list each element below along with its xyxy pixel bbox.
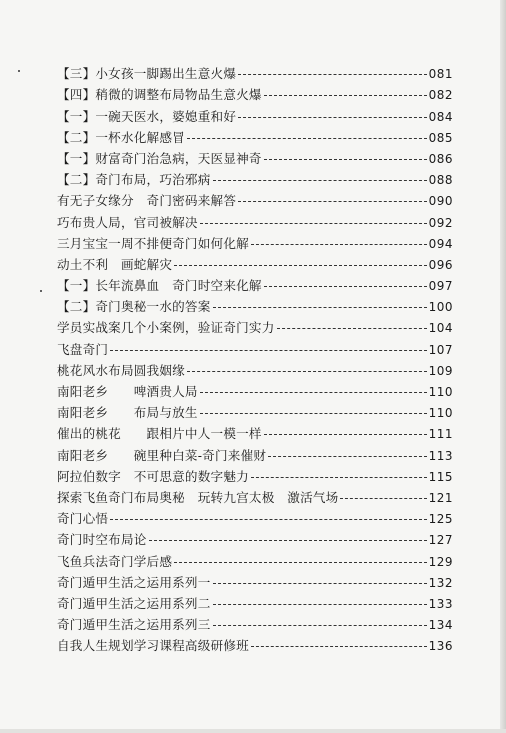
toc-leader [277, 328, 427, 329]
toc-page-number: 097 [428, 279, 453, 294]
toc-leader [174, 562, 426, 563]
toc-title: 飞盘奇门 [57, 341, 109, 357]
toc-title: 【四】稍微的调整布局物品生意火爆 [57, 87, 262, 103]
toc-leader [264, 434, 427, 435]
toc-page-number: 113 [428, 448, 453, 463]
toc-row [57, 420, 453, 441]
toc-title: 奇门遁甲生活之运用系列一 [57, 574, 211, 590]
toc-page-number: 136 [428, 639, 453, 654]
toc-leader [238, 201, 426, 202]
toc-row [57, 293, 453, 314]
toc-page-number: 132 [428, 575, 453, 590]
toc-title: 【一】长年流鼻血 奇门时空来化解 [57, 278, 262, 294]
toc-leader [187, 371, 427, 372]
toc-title: 【一】一碗天医水，婆媳重和好 [57, 108, 237, 124]
toc-title: 【一】财富奇门治急病，天医显神奇 [57, 150, 262, 166]
toc-page-number: 085 [428, 130, 453, 145]
toc-leader [238, 74, 426, 75]
toc-leader [200, 413, 427, 414]
toc-title: 动土不利 画蛇解灾 [57, 256, 173, 272]
toc-row [57, 81, 453, 102]
toc-page-number: 084 [428, 109, 453, 124]
toc-row [57, 399, 453, 420]
toc-leader [213, 180, 427, 181]
toc-title: 自我人生规划学习课程高级研修班 [57, 638, 249, 654]
toc-page-number: 125 [428, 512, 453, 527]
scan-edge [500, 0, 506, 733]
toc-row [57, 187, 453, 208]
toc-row [57, 166, 453, 187]
toc-title: 三月宝宝一周不排便奇门如何化解 [57, 235, 249, 251]
toc-row [57, 124, 453, 145]
toc-leader [200, 392, 427, 393]
toc-page-number: 111 [428, 427, 453, 442]
toc-leader [213, 625, 427, 626]
toc-title: 南阳老乡 布局与放生 [57, 405, 198, 421]
toc-row [57, 272, 453, 293]
toc-title: 奇门时空布局论 [57, 532, 147, 548]
toc-row [57, 208, 453, 229]
toc-row [57, 463, 453, 484]
toc-leader [187, 138, 427, 139]
toc-row [57, 357, 453, 378]
toc-page-number: 121 [428, 490, 453, 505]
toc-row [57, 251, 453, 272]
toc-row [57, 611, 453, 632]
toc-leader [251, 477, 427, 478]
toc-row [57, 314, 453, 335]
toc-page-number: 129 [428, 554, 453, 569]
toc-row [57, 632, 453, 653]
toc-title: 催出的桃花 跟相片中人一模一样 [57, 426, 262, 442]
toc-leader [251, 646, 427, 647]
toc-page-number: 088 [428, 173, 453, 188]
toc-title: 奇门心悟 [57, 511, 109, 527]
toc-row [57, 102, 453, 123]
table-of-contents [57, 60, 453, 653]
toc-page-number: 104 [428, 321, 453, 336]
toc-leader [251, 244, 427, 245]
toc-title: 奇门遁甲生活之运用系列三 [57, 617, 211, 633]
toc-title: 南阳老乡 啤酒贵人局 [57, 384, 198, 399]
toc-title: 学员实战案几个小案例，验证奇门实力 [57, 320, 275, 336]
toc-title: 南阳老乡 碗里种白菜-奇门来催财 [57, 447, 267, 463]
toc-title: 【二】一杯水化解感冒 [57, 129, 185, 145]
toc-leader [213, 604, 427, 605]
scan-speck [40, 290, 42, 292]
toc-row [57, 145, 453, 166]
toc-leader [200, 223, 427, 224]
toc-title: 有无子女缘分 奇门密码来解答 [57, 193, 237, 209]
toc-page-number: 086 [428, 151, 453, 166]
toc-page-number: 092 [428, 215, 453, 230]
toc-page-number: 081 [428, 67, 453, 82]
toc-leader [110, 519, 426, 520]
toc-page-number: 109 [428, 363, 453, 378]
toc-title: 探索飞鱼奇门布局奥秘 玩转九宫太极 激活气场 [57, 489, 339, 505]
toc-title: 桃花风水布局圆我姻缘 [57, 362, 185, 378]
toc-leader [264, 95, 427, 96]
toc-title: 奇门遁甲生活之运用系列二 [57, 595, 211, 611]
toc-row [57, 230, 453, 251]
toc-leader [110, 350, 426, 351]
toc-row [57, 590, 453, 611]
toc-page-number: 127 [428, 533, 453, 548]
toc-leader [174, 265, 426, 266]
toc-row [57, 547, 453, 568]
toc-title: 【二】奇门布局，巧治邪病 [57, 172, 211, 188]
toc-leader [213, 307, 427, 308]
scan-speck [18, 70, 20, 72]
toc-page-number: 107 [428, 342, 453, 357]
toc-page-number: 134 [428, 618, 453, 633]
toc-page-number: 096 [428, 257, 453, 272]
toc-row [57, 335, 453, 356]
toc-leader [264, 159, 427, 160]
toc-row [57, 505, 453, 526]
toc-row [57, 569, 453, 590]
toc-leader [149, 540, 427, 541]
toc-leader [238, 117, 426, 118]
toc-leader [213, 583, 427, 584]
toc-page-number: 100 [428, 300, 453, 315]
toc-row [57, 441, 453, 462]
toc-row [57, 378, 453, 399]
toc-title: 阿拉伯数字 不可思意的数字魅力 [57, 468, 249, 484]
toc-title: 飞鱼兵法奇门学后感 [57, 553, 173, 569]
toc-leader [268, 456, 426, 457]
toc-page-number: 090 [428, 194, 453, 209]
toc-page-number: 115 [428, 469, 453, 484]
toc-page-number: 110 [428, 406, 453, 421]
toc-row [57, 484, 453, 505]
toc-page-number: 110 [428, 385, 453, 399]
toc-page-number: 082 [428, 88, 453, 103]
toc-page-number: 094 [428, 236, 453, 251]
toc-title: 巧布贵人局，官司被解决 [57, 214, 198, 230]
toc-title: 【二】奇门奥秘一水的答案 [57, 299, 211, 315]
toc-page-number: 133 [428, 596, 453, 611]
toc-leader [340, 498, 426, 499]
toc-title: 【三】小女孩一脚踢出生意火爆 [57, 66, 237, 82]
toc-row [57, 60, 453, 81]
toc-leader [264, 286, 427, 287]
scan-edge-bottom [0, 729, 506, 733]
toc-row [57, 526, 453, 547]
